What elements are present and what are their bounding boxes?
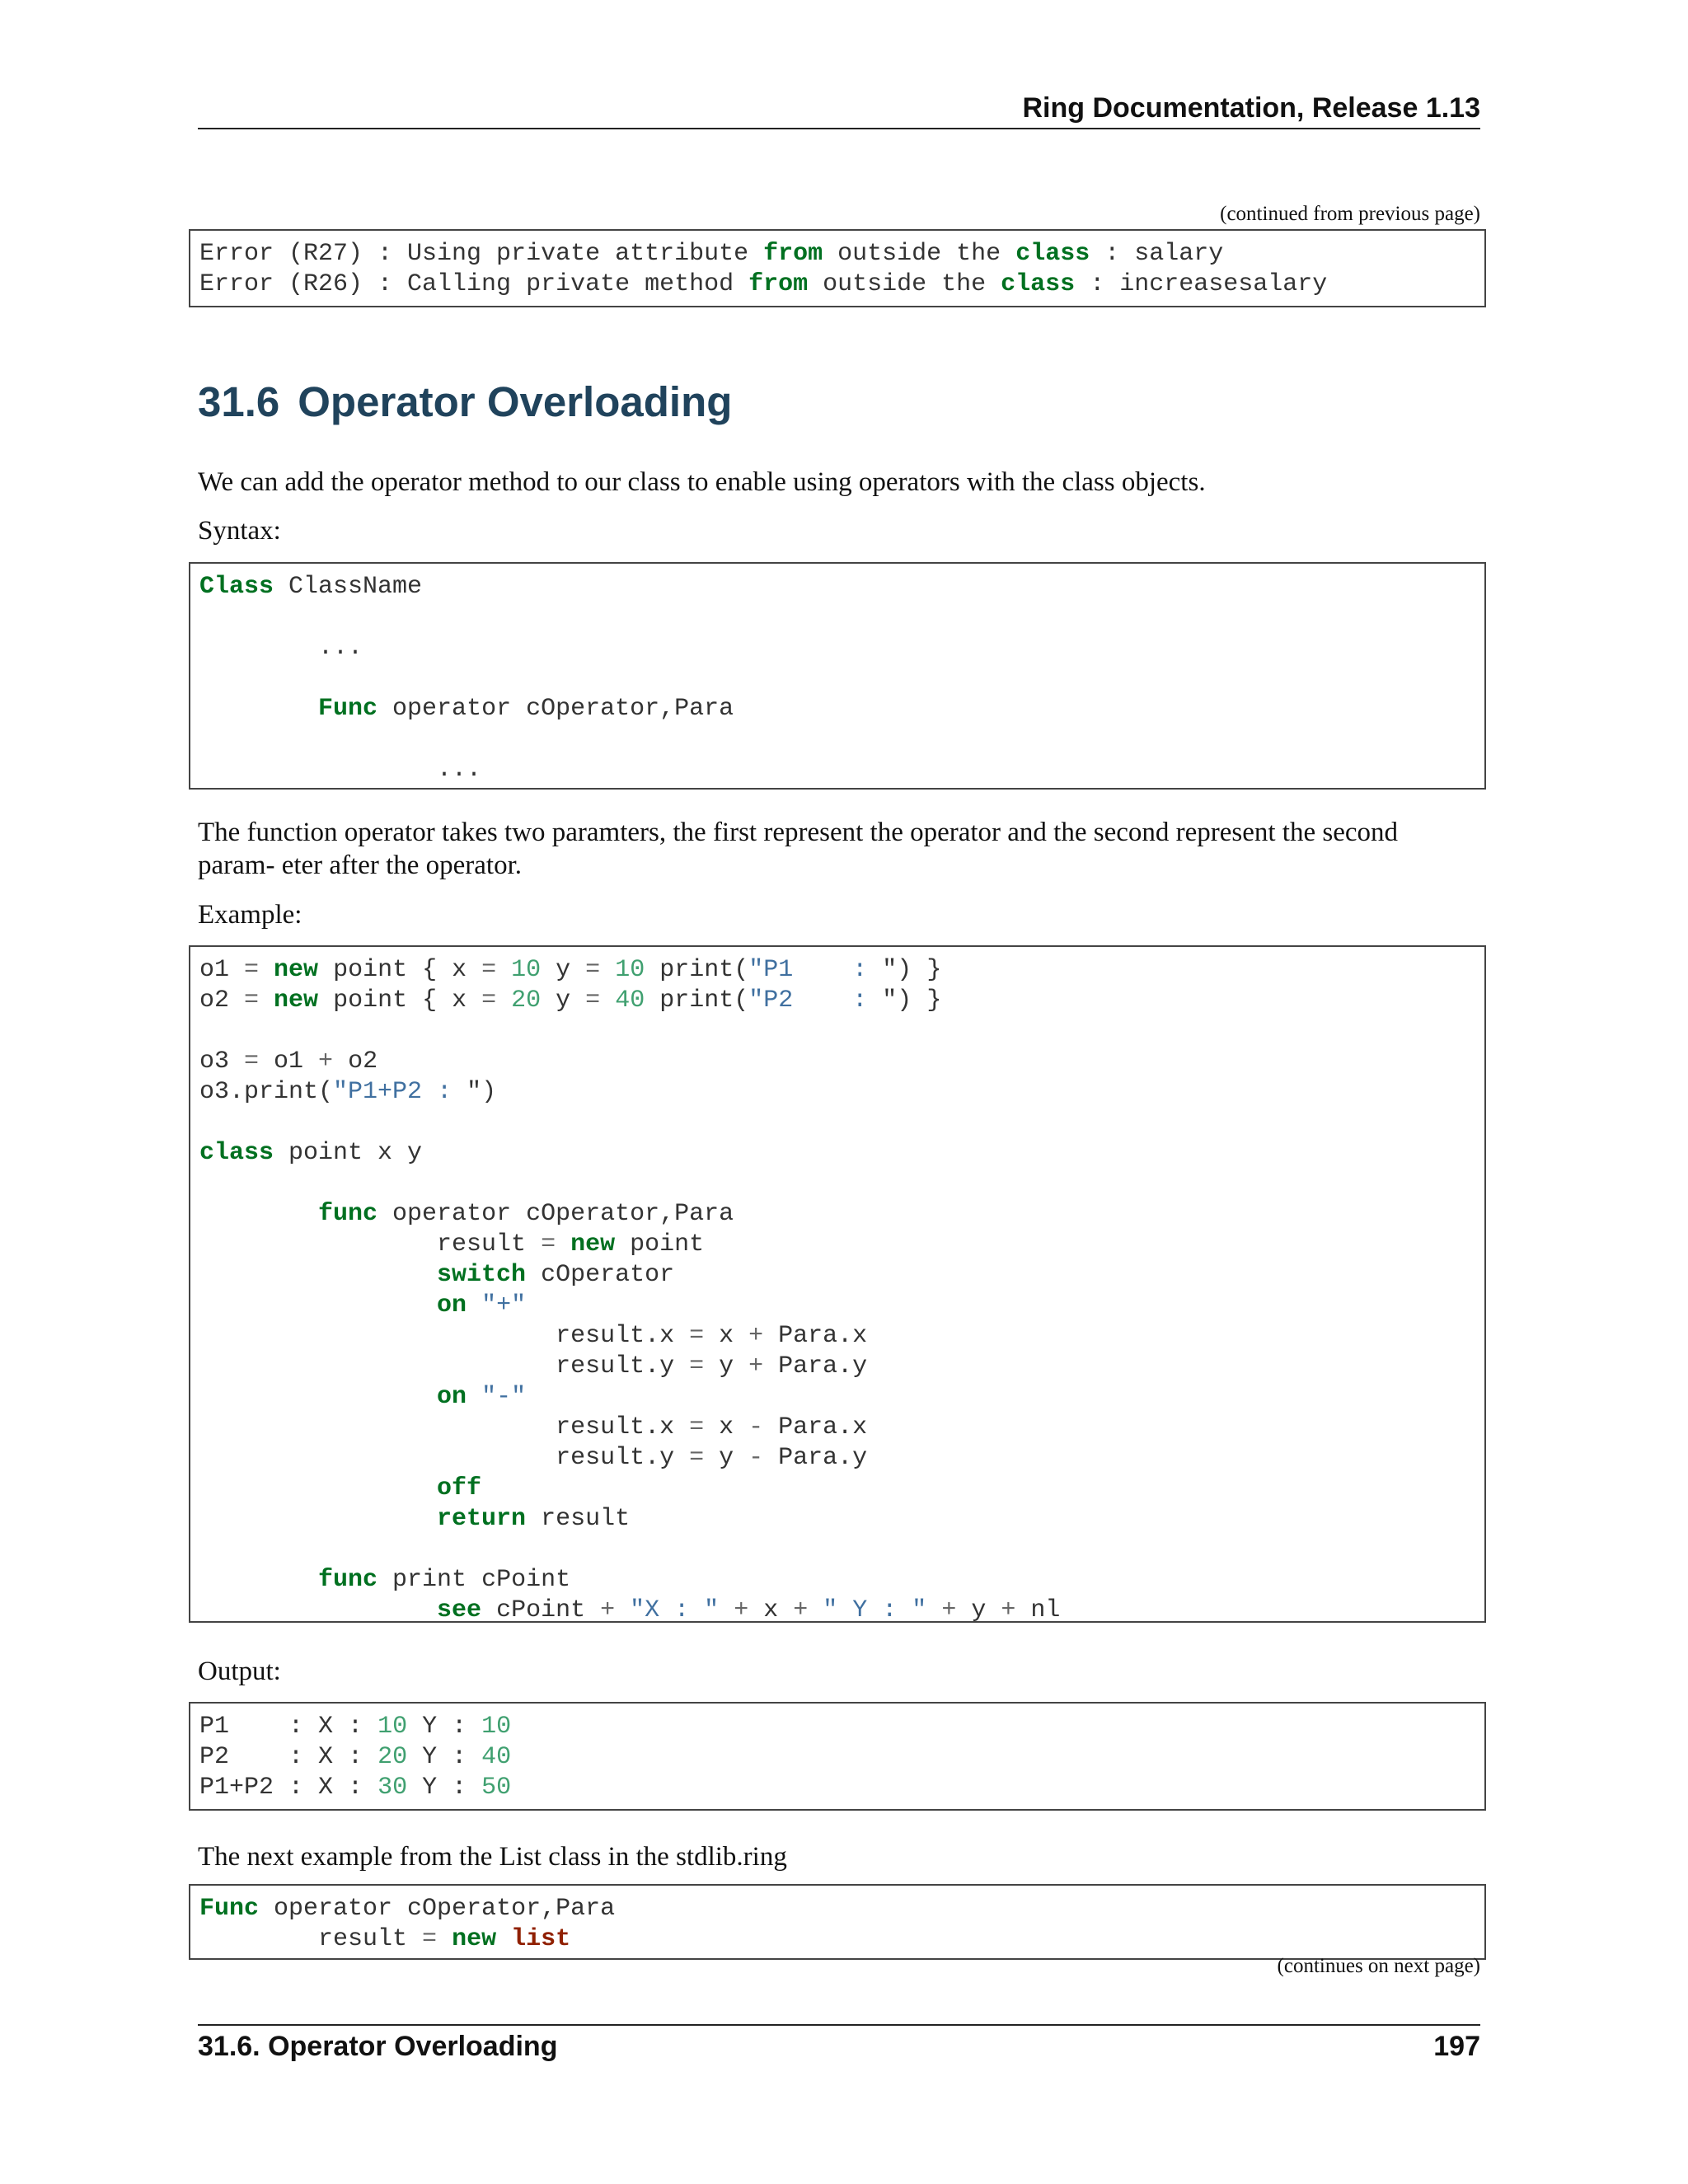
code-line: Error (R26) : Calling private method from outside the class : increasesalary	[199, 270, 1328, 298]
syntax-code-block	[189, 562, 1486, 790]
code-line: switch cOperator	[437, 1261, 675, 1289]
code-line: result.y = y - Para.y	[199, 1444, 868, 1472]
code-line: class point x y	[199, 1139, 423, 1167]
code-line: on "-"	[437, 1383, 527, 1411]
code-line: Func operator cOperator,Para	[199, 1895, 616, 1923]
code-line: result = new list	[199, 1925, 571, 1953]
error-code-block	[189, 229, 1486, 307]
page-number: 197	[1433, 2031, 1480, 2062]
list-code-block	[189, 1884, 1486, 1960]
code-line: result.x = x + Para.x	[199, 1322, 868, 1350]
code-line: func operator cOperator,Para	[318, 1200, 734, 1228]
footer-section-title: 31.6. Operator Overloading	[198, 2031, 558, 2062]
continues-next-note: (continues on next page)	[1277, 1955, 1480, 1977]
code-line: Error (R27) : Using private attribute from outside the class : salary	[199, 240, 1224, 268]
code-line: o3 = o1 + o2	[199, 1047, 378, 1076]
code-line: Func operator cOperator,Para	[318, 695, 734, 723]
example-code-block	[189, 945, 1486, 1623]
code-line: result = new point	[199, 1230, 705, 1258]
code-line: o2 = new point { x = 20 y = 40 print("P2 : ") }	[199, 987, 942, 1015]
continued-from-note: (continued from previous page)	[1220, 203, 1480, 225]
code-line: o3.print("P1+P2 : ")	[199, 1078, 497, 1106]
section-heading: 31.6 Operator Overloading	[198, 378, 733, 425]
next-example-paragraph: The next example from the List class in the stdlib.ring	[198, 1842, 787, 1872]
code-line: on "+"	[437, 1291, 527, 1319]
output-code-block	[189, 1702, 1486, 1811]
code-line: result.y = y + Para.y	[199, 1352, 868, 1380]
code-line: return result	[437, 1505, 631, 1533]
code-line: o1 = new point { x = 10 y = 10 print("P1 : ") }	[199, 956, 942, 984]
footer-rule	[198, 2024, 1480, 2026]
example-label: Example:	[198, 900, 302, 930]
explanation-paragraph: The function operator takes two paramters, the first represent the operator and the second represent the second param- eter after the operator.	[198, 818, 1399, 880]
code-line: Class ClassName	[199, 573, 423, 601]
code-line: ...	[199, 634, 363, 662]
running-header-title: Ring Documentation, Release 1.13	[1022, 92, 1480, 124]
header-rule	[198, 128, 1480, 129]
code-line: ...	[199, 756, 482, 784]
code-line: see cPoint + "X : " + x + " Y : " + y + nl	[437, 1596, 1061, 1624]
output-line: P1 : X : 10 Y : 10	[199, 1713, 512, 1741]
output-label: Output:	[198, 1657, 281, 1686]
intro-paragraph: We can add the operator method to our class to enable using operators with the class objects.	[198, 467, 1206, 497]
output-line: P2 : X : 20 Y : 40	[199, 1743, 512, 1771]
code-line: result.x = x - Para.x	[199, 1413, 868, 1441]
output-line: P1+P2 : X : 30 Y : 50	[199, 1774, 512, 1802]
code-line: off	[437, 1474, 482, 1502]
code-line: func print cPoint	[318, 1566, 571, 1594]
syntax-label: Syntax:	[198, 516, 281, 546]
